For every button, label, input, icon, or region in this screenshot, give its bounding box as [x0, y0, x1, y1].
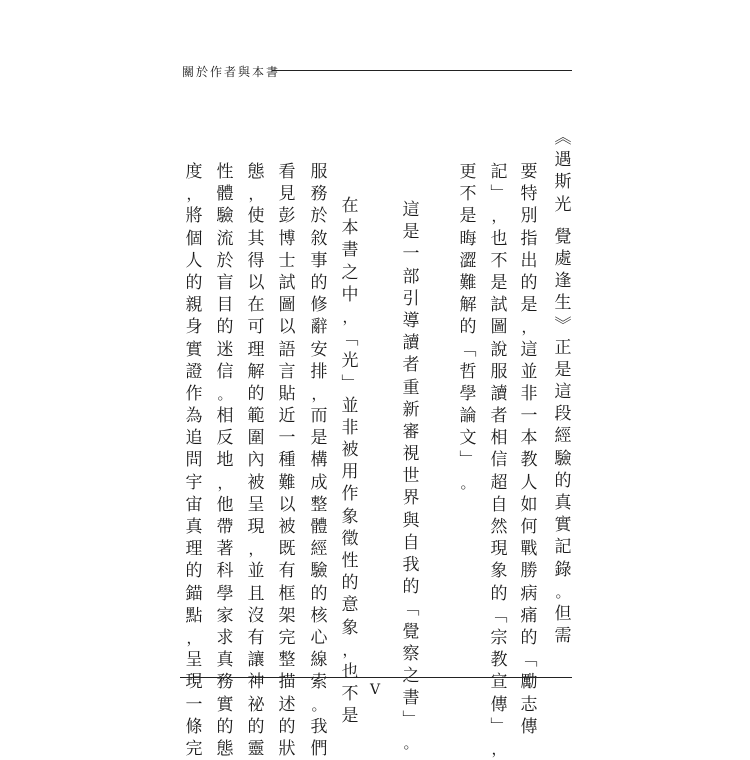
- text-column: 度 ， 將 個 人 的 親 身 實 證 作 為 追 問 宇 宙 真 理 的 錨 點 ， 呈 現 一 條 完: [185, 162, 203, 759]
- text-column: 性 體 驗 流 於 盲 目 的 迷 信 。 相 反 地 ， 他 帶 著 科 學 家 求 真 務 實 的 態: [216, 162, 234, 759]
- page-number: V: [369, 682, 381, 698]
- header-rule: [272, 70, 572, 71]
- text-column: 更 不 是 晦 澀 難 解 的 ﹁ 哲 學 論 文 ﹂ 。: [459, 162, 477, 492]
- text-column: 在 本 書 之 中 ， ﹁ 光 ﹂ 並 非 被 用 作 象 徵 性 的 意 象 ， 也 不 是: [341, 196, 359, 727]
- footer-rule: [180, 677, 572, 678]
- text-column: 要 特 別 指 出 的 是 ， 這 並 非 一 本 教 人 如 何 戰 勝 病 痛 的 ﹁ 勵 志 傳: [520, 162, 538, 737]
- text-column: 記 ﹂ ， 也 不 是 試 圖 說 服 讀 者 相 信 超 自 然 現 象 的 ﹁ 宗 教 宣 傳 ﹂ ，: [490, 162, 508, 758]
- text-column: 服 務 於 敘 事 的 修 辭 安 排 ， 而 是 構 成 整 體 經 驗 的 核 心 線 索 。 我 們: [310, 162, 328, 759]
- text-column: ︽ 遇 斯 光 覺 處 逢 生 ︾ 正 是 這 段 經 驗 的 真 實 記 錄 。 但 需: [554, 128, 572, 647]
- running-header: 關於作者與本書: [182, 65, 281, 79]
- text-column: 看 見 彭 博 士 試 圖 以 語 言 貼 近 一 種 難 以 被 既 有 框 架 完 整 描 述 的 狀: [278, 162, 296, 759]
- text-column: 態 ， 使 其 得 以 在 可 理 解 的 範 圍 內 被 呈 現 ， 並 且 沒 有 讓 神 祕 的 靈: [247, 162, 265, 759]
- text-column: 這 是 一 部 引 導 讀 者 重 新 審 視 世 界 與 自 我 的 ﹁ 覺 察 之 書 ﹂ 。: [402, 200, 420, 752]
